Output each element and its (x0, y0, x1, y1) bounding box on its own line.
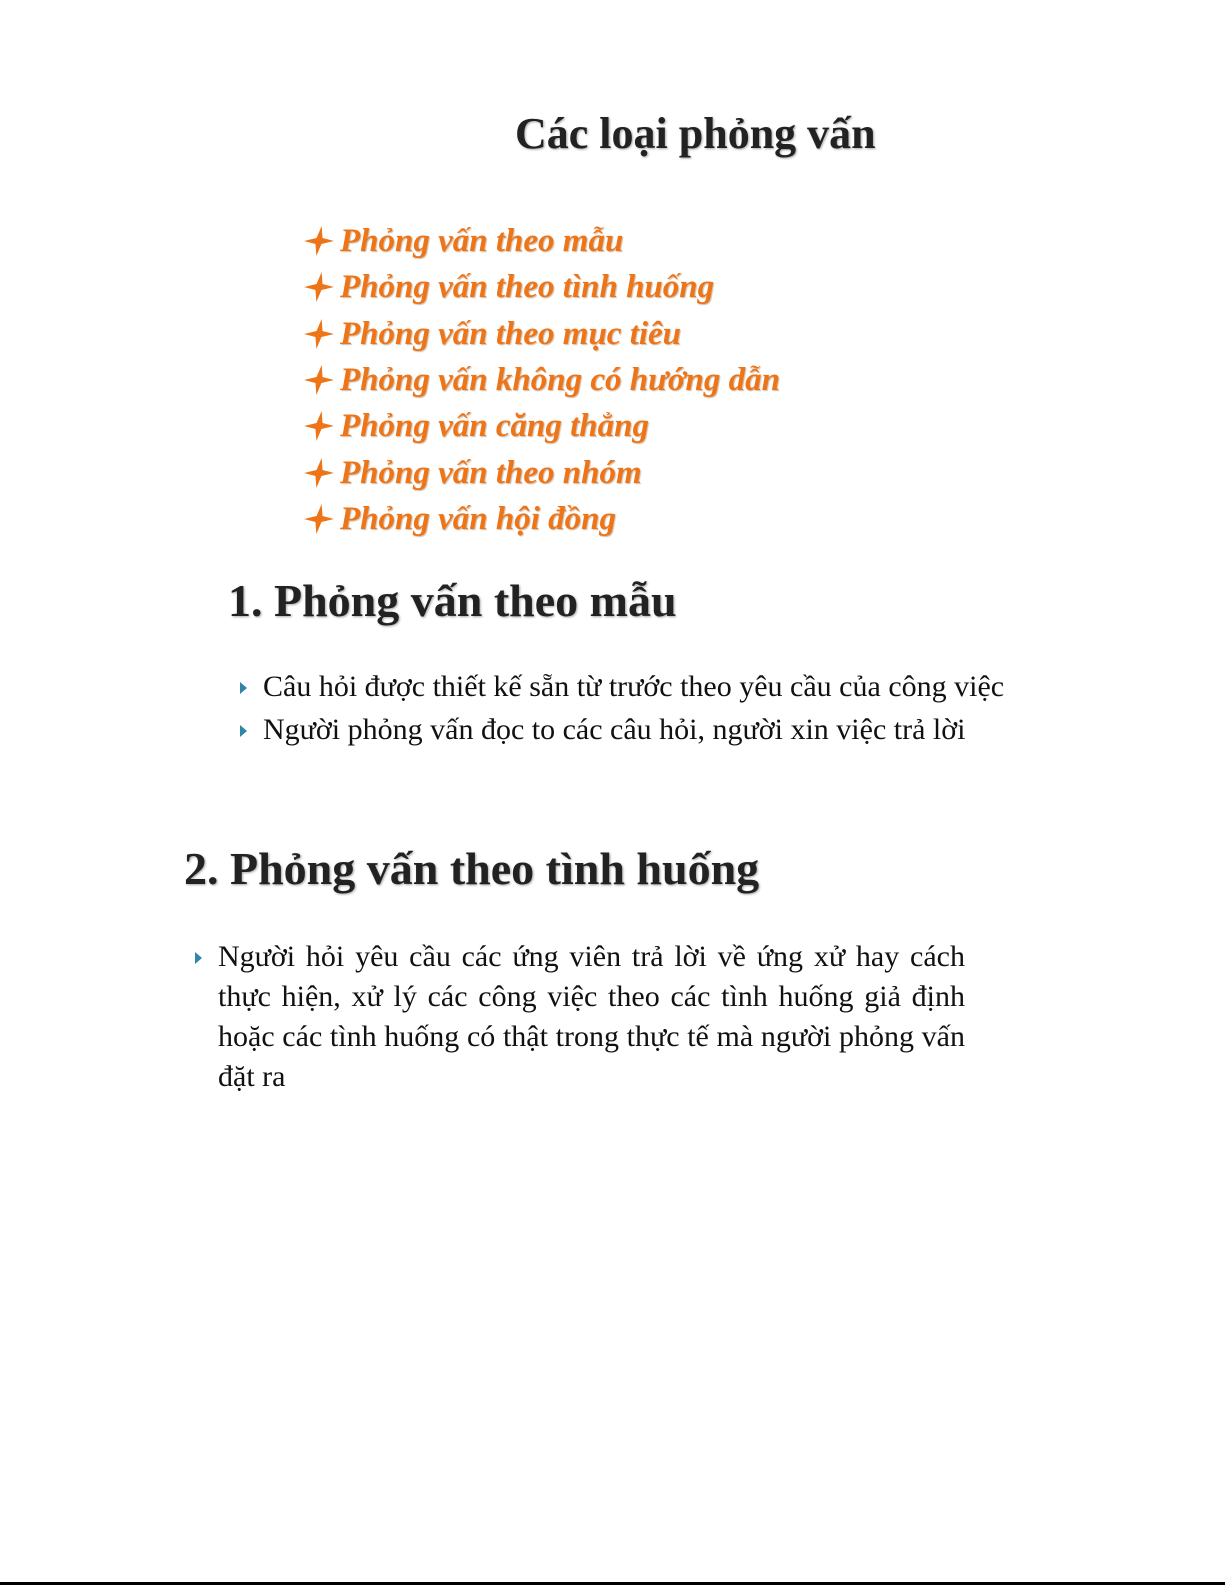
page-title: Các loại phỏng vấn (515, 109, 876, 158)
bullet-text: Người phỏng vấn đọc to các câu hỏi, người xin việc trả lời (263, 713, 966, 746)
list-item-label: Phỏng vấn theo mục tiêu (340, 315, 682, 352)
triangle-right-icon (195, 952, 202, 964)
interview-types-list (302, 218, 780, 542)
list-item (195, 937, 965, 1097)
section-heading-1: 1. Phỏng vấn theo mẫu (228, 575, 677, 626)
section-2-bullets (195, 937, 965, 1100)
bullet-text: Câu hỏi được thiết kế sẵn từ trước theo yêu cầu của công việc (263, 670, 1005, 703)
section-1-bullets (240, 667, 1020, 753)
list-item-label: Phỏng vấn theo nhóm (340, 454, 642, 491)
list-item (302, 218, 780, 264)
bullet-text: Người hỏi yêu cầu các ứng viên trả lời về ứng xử hay cách thực hiện, xử lý các công việc theo các tình huống giả định hoặc các tình huống có thật trong thực tế mà người phỏng vấn đặt ra (218, 940, 965, 1093)
four-point-star-icon (302, 224, 336, 258)
section-heading-2: 2. Phỏng vấn theo tình huống (184, 843, 760, 894)
list-item (302, 449, 780, 495)
four-point-star-icon (302, 456, 336, 490)
list-item (302, 264, 780, 310)
list-item (302, 403, 780, 449)
list-item (240, 667, 1020, 707)
list-item-label: Phỏng vấn theo tình huống (340, 269, 715, 306)
triangle-right-icon (240, 682, 247, 694)
triangle-right-icon (240, 725, 247, 737)
list-item (240, 710, 1020, 750)
list-item (302, 496, 780, 542)
four-point-star-icon (302, 502, 336, 536)
list-item-label: Phỏng vấn không có hướng dẫn (340, 362, 781, 399)
list-item-label: Phỏng vấn theo mẫu (340, 223, 624, 260)
four-point-star-icon (302, 317, 336, 351)
four-point-star-icon (302, 363, 336, 397)
list-item (302, 311, 780, 357)
four-point-star-icon (302, 409, 336, 443)
four-point-star-icon (302, 270, 336, 304)
list-item-label: Phỏng vấn hội đồng (340, 500, 616, 537)
list-item-label: Phỏng vấn căng thẳng (340, 408, 649, 445)
list-item (302, 357, 780, 403)
